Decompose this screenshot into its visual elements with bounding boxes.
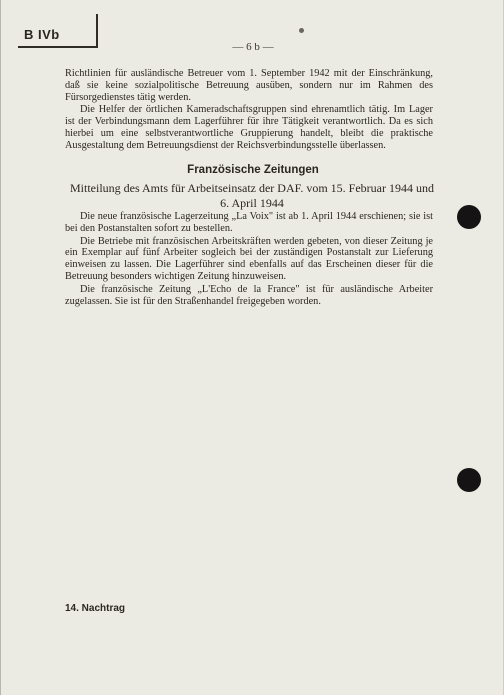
paragraph: Die Betriebe mit französischen Arbeitskräften werden gebeten, von dieser Zeitung je ein Exemplar auf fünf Arbeiter sogleich bei der zuständigen Postanstalt zur Lieferung einweisen zu lassen. Die Lagerführer sind ebenfalls auf das Erscheinen dieser für die Betreuung besonders wichtigen Zeitung hinzuweisen. xyxy=(65,235,433,282)
punch-hole xyxy=(457,468,481,492)
section-tab: B IVb xyxy=(18,14,98,48)
section-heading: Französische Zeitungen xyxy=(187,164,319,176)
section-subheading: Mitteilung des Amts für Arbeitseinsatz der DAF. vom 15. Februar 1944 und 6. April 1944 xyxy=(70,181,434,210)
paragraph: Richtlinien für ausländische Betreuer vom 1. September 1942 mit der Einschränkung, daß sie keine sozialpolitische Betreuung ausüben, sondern nur im Rahmen des Fürsorgedienstes tätig werden. xyxy=(65,68,433,103)
paragraph: Die französische Zeitung „L'Echo de la France" ist für ausländische Arbeiter zugelassen. Sie ist für den Straßenhandel freigegeben worden. xyxy=(65,283,433,307)
section2-text xyxy=(65,211,433,307)
paragraph: Die Helfer der örtlichen Kameradschaftsgruppen sind ehrenamtlich tätig. Im Lager ist der Verbindungsmann dem Lagerführer für ihre Tätigkeit verantwortlich. Da es sich hierbei um eine selbstverantwortliche Gruppierung handelt, bleibt die praktische Ausgestaltung dem Betreuungsdienst der Reichsverbindungsstelle überlassen. xyxy=(65,104,433,151)
section1-text xyxy=(65,68,433,152)
punch-hole xyxy=(457,205,481,229)
ink-dot xyxy=(299,28,304,33)
supplement-label: 14. Nachtrag xyxy=(65,603,126,614)
page-number: — 6 b — xyxy=(232,41,274,53)
paragraph: Die neue französische Lagerzeitung „La Voix" ist ab 1. April 1944 erschienen; sie ist bei den Postanstalten sofort zu bestellen. xyxy=(65,211,433,234)
